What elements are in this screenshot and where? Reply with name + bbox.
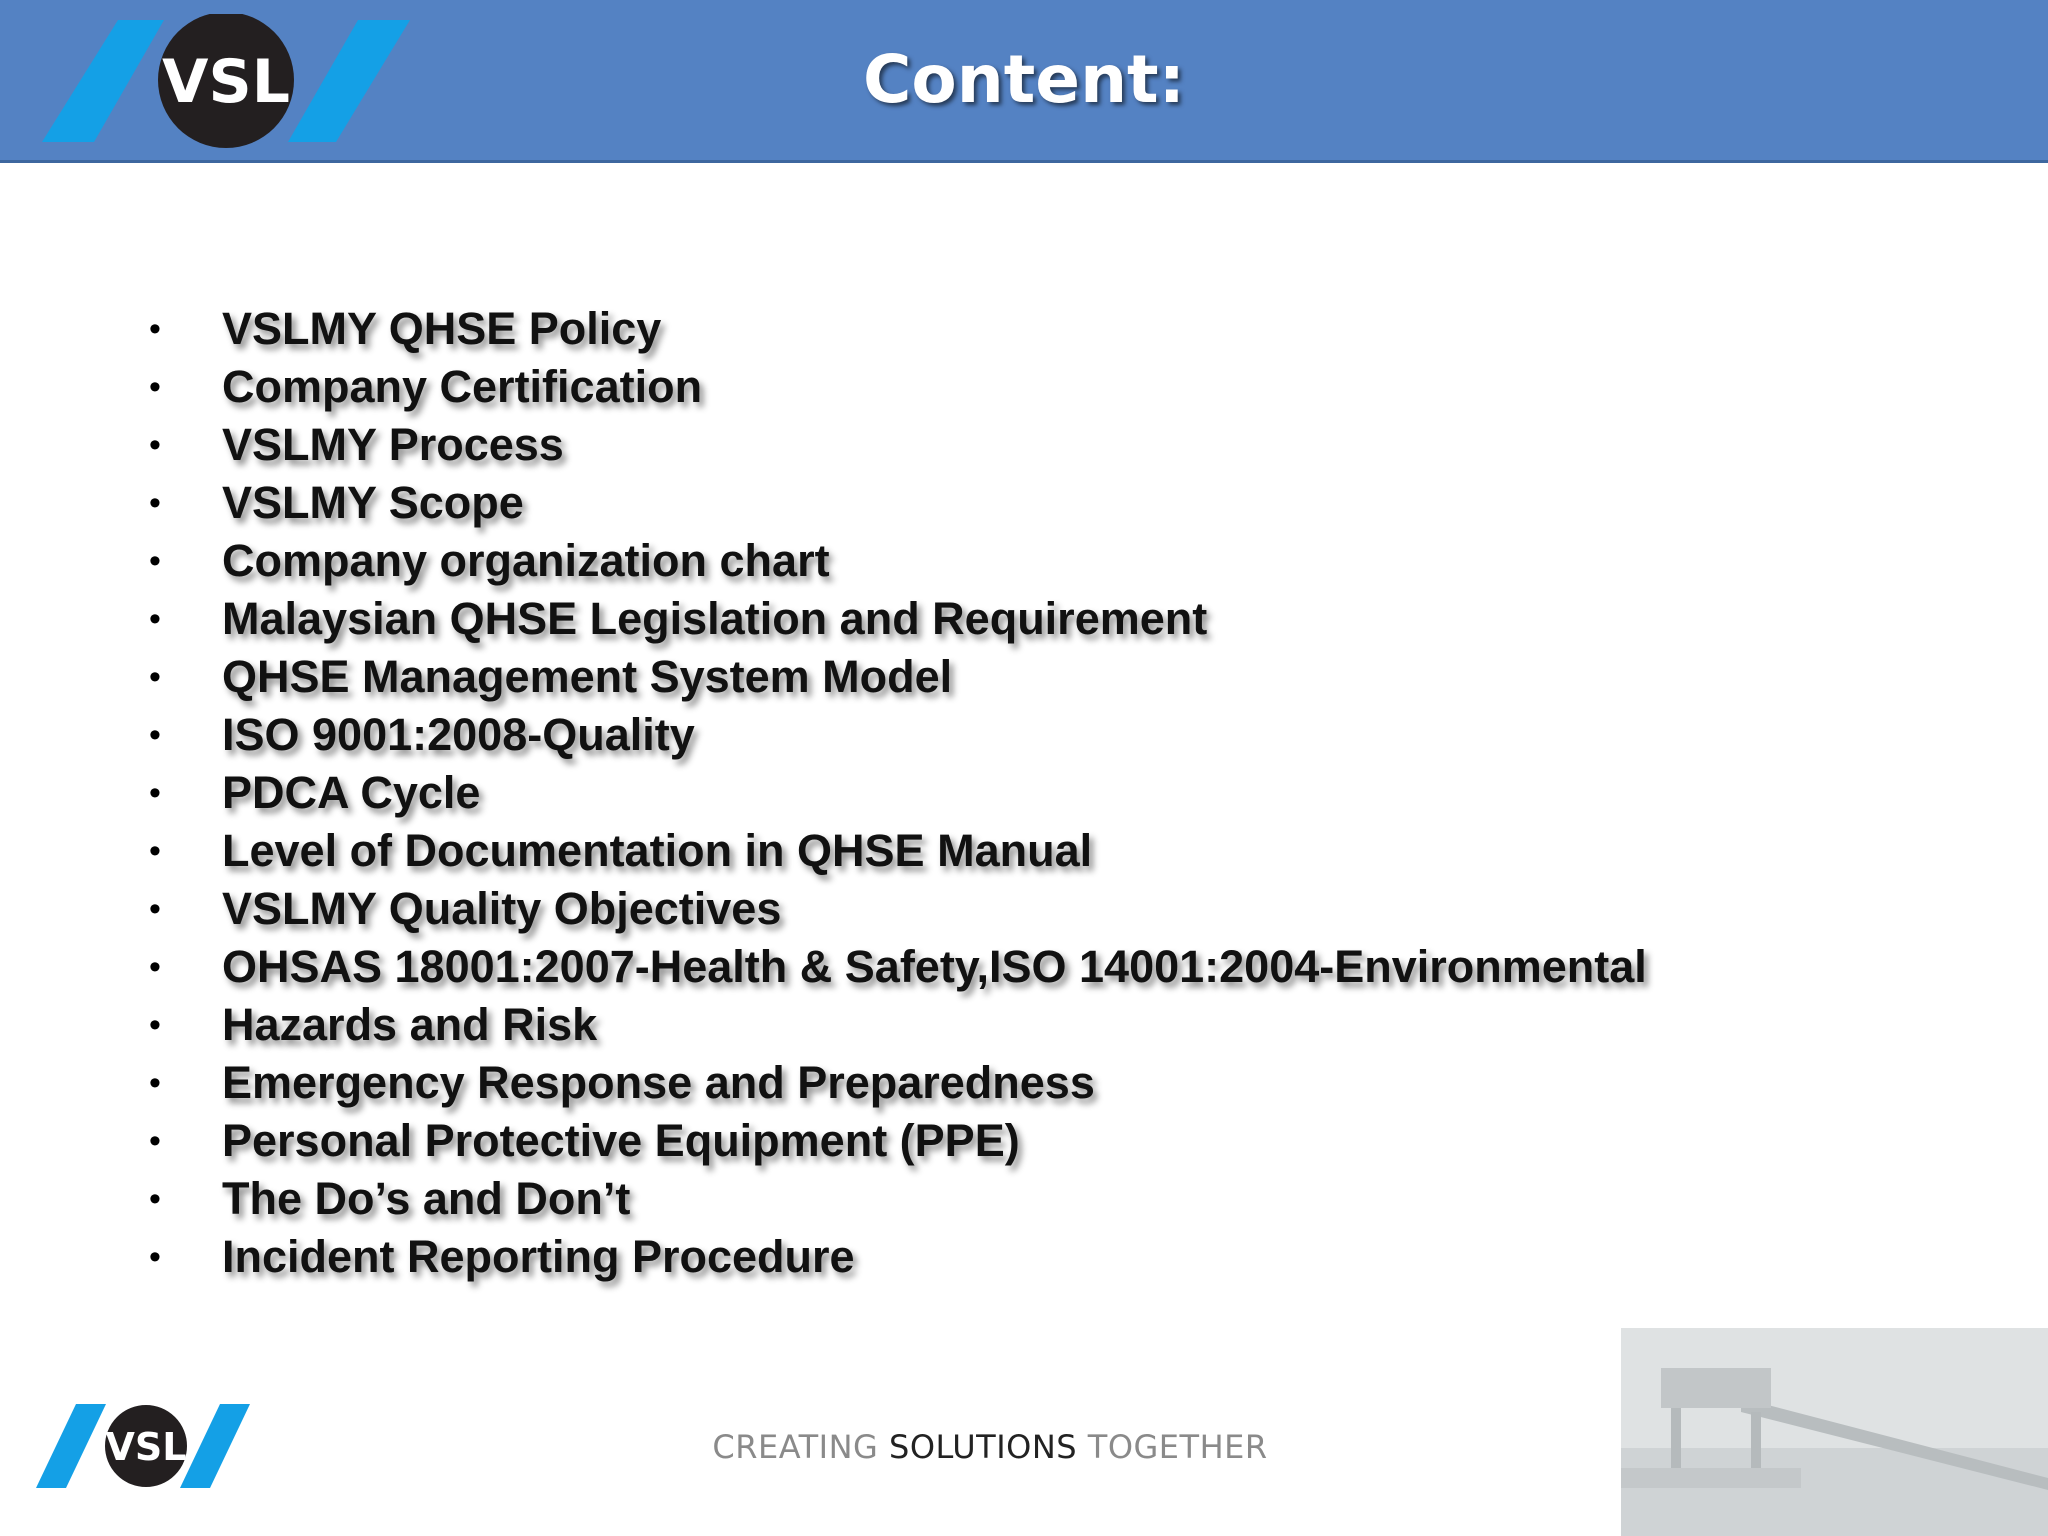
bullet-icon: • <box>149 1122 161 1160</box>
list-item-text: Company organization chart <box>222 535 830 586</box>
bullet-icon: • <box>149 542 161 580</box>
footer-bridge-photo <box>1621 1328 2048 1536</box>
list-item-text: ISO 9001:2008-Quality <box>222 709 695 760</box>
bullet-icon: • <box>149 310 161 348</box>
tagline-part-solutions: SOLUTIONS <box>889 1428 1078 1466</box>
list-item-text: Company Certification <box>222 361 703 412</box>
tagline-part-creating: CREATING <box>712 1428 890 1466</box>
bullet-icon: • <box>149 716 161 754</box>
bullet-icon: • <box>149 484 161 522</box>
logo-text: VSL <box>162 47 290 117</box>
tagline-part-together: TOGETHER <box>1077 1428 1268 1466</box>
list-item-text: Hazards and Risk <box>222 999 598 1050</box>
bullet-icon: • <box>149 832 161 870</box>
bullet-icon: • <box>149 658 161 696</box>
bullet-icon: • <box>149 1238 161 1276</box>
photo-water <box>1621 1448 2048 1536</box>
list-item-text: Incident Reporting Procedure <box>222 1231 855 1282</box>
list-item-text: VSLMY Scope <box>222 477 524 528</box>
list-item-text: PDCA Cycle <box>222 767 481 818</box>
bullet-icon: • <box>149 948 161 986</box>
list-item-text: QHSE Management System Model <box>222 651 953 702</box>
bullet-icon: • <box>149 1180 161 1218</box>
bullet-icon: • <box>149 1064 161 1102</box>
bullet-icon: • <box>149 426 161 464</box>
footer-logo-text: VSL <box>105 1425 187 1469</box>
bullet-icon: • <box>149 890 161 928</box>
photo-pier-2 <box>1751 1412 1761 1468</box>
list-item-text: VSLMY QHSE Policy <box>222 303 662 354</box>
slide-header <box>0 0 2048 163</box>
list-item-text: OHSAS 18001:2007-Health & Safety,ISO 14001:2004-Environmental <box>222 941 1647 992</box>
bullet-icon: • <box>149 774 161 812</box>
bullet-icon: • <box>149 368 161 406</box>
list-item-text: The Do’s and Don’t <box>222 1173 631 1224</box>
photo-shore <box>1621 1468 1801 1488</box>
bullet-icon: • <box>149 1006 161 1044</box>
photo-pier-1 <box>1671 1408 1681 1468</box>
photo-gantry <box>1661 1368 1771 1408</box>
list-item-text: Emergency Response and Preparedness <box>222 1057 1095 1108</box>
list-item-text: VSLMY Quality Objectives <box>222 883 782 934</box>
list-item-text: Level of Documentation in QHSE Manual <box>222 825 1093 876</box>
page-title: Content: <box>862 41 1185 118</box>
list-item-text: Personal Protective Equipment (PPE) <box>222 1115 1020 1166</box>
list-item-text: Malaysian QHSE Legislation and Requirement <box>222 593 1208 644</box>
list-item-text: VSLMY Process <box>222 419 564 470</box>
bullet-icon: • <box>149 600 161 638</box>
bridge-illustration <box>1621 1328 2048 1536</box>
